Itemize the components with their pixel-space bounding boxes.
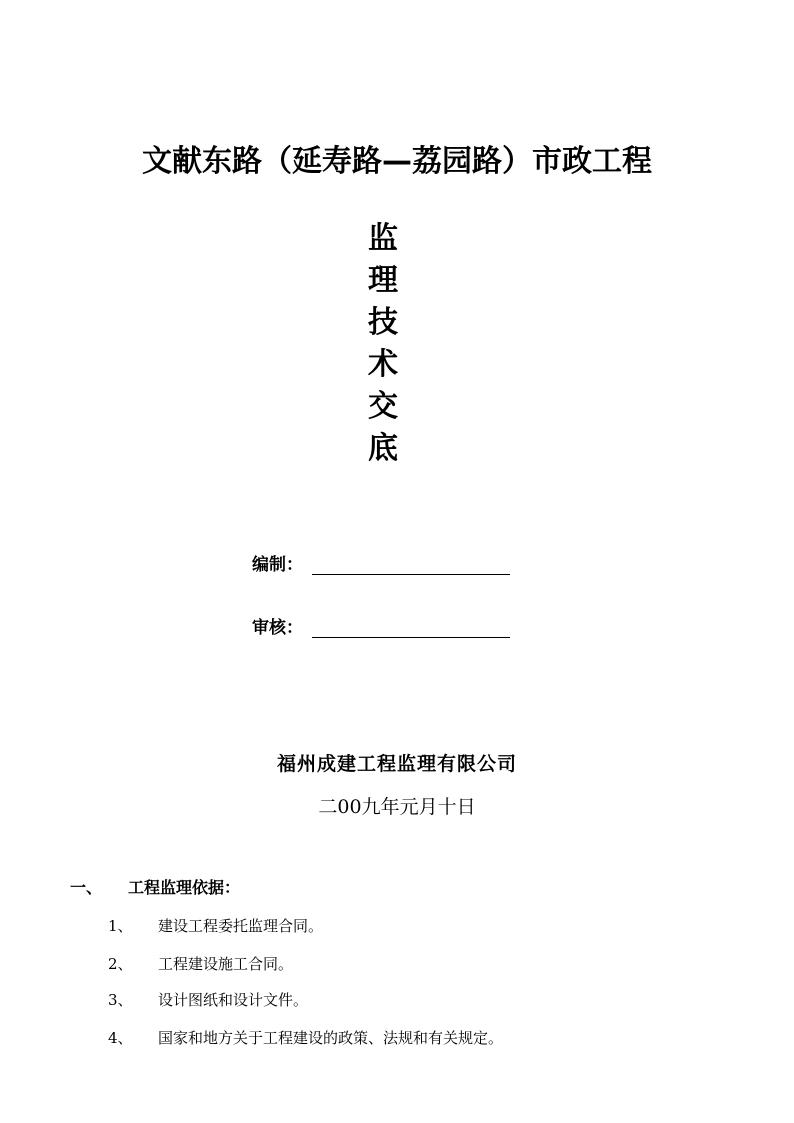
reviewer-label: 审核： bbox=[252, 618, 303, 638]
compiler-signature-row bbox=[252, 550, 510, 576]
list-item bbox=[108, 953, 293, 975]
list-item-number: 1、 bbox=[108, 917, 133, 935]
document-title: 文献东路（延寿路—荔园路）市政工程 bbox=[142, 144, 652, 179]
company-name: 福州成建工程监理有限公司 bbox=[276, 753, 517, 775]
reviewer-signature-line bbox=[312, 637, 510, 638]
list-item bbox=[108, 1027, 503, 1049]
list-item-text: 工程建设施工合同。 bbox=[158, 955, 294, 973]
document-date: 二00九年元月十日 bbox=[318, 796, 476, 818]
list-item bbox=[108, 989, 308, 1011]
section-heading bbox=[70, 877, 240, 899]
list-item-text: 国家和地方关于工程建设的政策、法规和有关规定。 bbox=[158, 1029, 504, 1047]
list-item-text: 设计图纸和设计文件。 bbox=[158, 991, 309, 1009]
compiler-label: 编制： bbox=[252, 555, 303, 575]
section-number: 一、 bbox=[70, 878, 103, 897]
vertical-subtitle bbox=[360, 218, 406, 470]
list-item-number: 3、 bbox=[108, 991, 133, 1009]
subtitle-char: 监 bbox=[368, 221, 398, 256]
list-item-number: 4、 bbox=[108, 1029, 133, 1047]
subtitle-char: 理 bbox=[368, 263, 398, 298]
subtitle-char: 交 bbox=[368, 389, 398, 424]
reviewer-signature-row bbox=[252, 613, 510, 639]
subtitle-char: 术 bbox=[368, 347, 398, 382]
section-title: 工程监理依据： bbox=[128, 878, 241, 897]
list-item-text: 建设工程委托监理合同。 bbox=[158, 917, 324, 935]
list-item bbox=[108, 915, 323, 937]
list-item-number: 2、 bbox=[108, 955, 133, 973]
subtitle-char: 底 bbox=[368, 431, 398, 466]
compiler-signature-line bbox=[312, 574, 510, 575]
subtitle-char: 技 bbox=[368, 305, 398, 340]
